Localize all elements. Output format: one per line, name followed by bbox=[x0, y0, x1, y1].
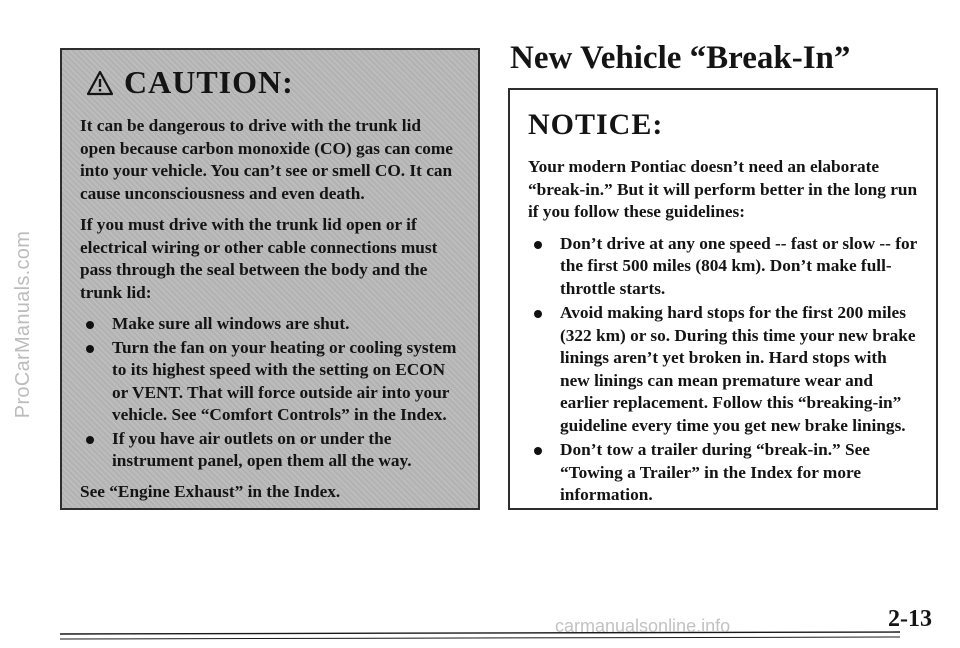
list-item bbox=[528, 302, 918, 437]
caution-closing: See “Engine Exhaust” in the Index. bbox=[80, 481, 341, 501]
list-item-text: If you have air outlets on or under the instrument panel, open them all the way. bbox=[112, 428, 412, 470]
caution-title: CAUTION: bbox=[124, 64, 294, 100]
list-item bbox=[80, 428, 460, 473]
page-number: 2-13 bbox=[888, 606, 932, 632]
bullet-icon bbox=[86, 321, 94, 329]
caution-paragraph: If you must drive with the trunk lid open or if electrical wiring or other cable connections must pass through the seal between the body and the trunk lid: bbox=[80, 215, 438, 302]
side-watermark bbox=[6, 0, 42, 648]
caution-box bbox=[60, 48, 480, 510]
list-item-text: Turn the fan on your heating or cooling system to its highest speed with the setting on ECON or VENT. That will force outside air into your vehicle. See “Comfort Controls” in the Index. bbox=[112, 337, 457, 424]
side-watermark-text: ProCarManuals.com bbox=[12, 230, 35, 418]
list-item-text: Avoid making hard stops for the first 200 miles (322 km) or so. During this time your new brake linings aren’t yet broken in. Hard stops with new linings can mean premature wear and earlier replacement. Follow this “breaking-in” guideline every time you get new brake linings. bbox=[560, 303, 916, 435]
caution-list bbox=[80, 313, 460, 473]
bullet-icon bbox=[534, 447, 542, 455]
caution-paragraph: It can be dangerous to drive with the trunk lid open because carbon monoxide (CO) gas can come into your vehicle. You can’t see or smell CO. It can cause unconsciousness and even death. bbox=[80, 116, 453, 203]
list-item-text: Don’t tow a trailer during “break-in.” See “Towing a Trailer” in the Index for more information. bbox=[560, 440, 870, 504]
list-item-text: Don’t drive at any one speed -- fast or slow -- for the first 500 miles (804 km). Don’t make full-throttle starts. bbox=[560, 233, 917, 298]
bottom-watermark: carmanualsonline.info bbox=[555, 616, 731, 636]
notice-title: NOTICE: bbox=[528, 108, 664, 141]
notice-list bbox=[528, 233, 918, 507]
bullet-icon bbox=[86, 436, 94, 444]
bullet-icon bbox=[86, 345, 94, 353]
notice-intro: Your modern Pontiac doesn’t need an elaborate “break-in.” But it will perform better in the long run if you follow these guidelines: bbox=[528, 157, 918, 221]
list-item bbox=[528, 439, 918, 507]
list-item bbox=[80, 313, 460, 336]
list-item-text: Make sure all windows are shut. bbox=[112, 314, 350, 333]
caution-body bbox=[80, 115, 460, 503]
section-title: New Vehicle “Break-In” bbox=[510, 40, 851, 76]
list-item bbox=[80, 337, 460, 427]
warning-triangle-icon bbox=[86, 70, 114, 96]
bullet-icon bbox=[534, 310, 542, 318]
bullet-icon bbox=[534, 241, 542, 249]
notice-body bbox=[528, 156, 918, 507]
list-item bbox=[528, 233, 918, 301]
notice-box bbox=[508, 88, 938, 510]
caution-header bbox=[86, 64, 460, 101]
footer-rule bbox=[60, 630, 900, 642]
